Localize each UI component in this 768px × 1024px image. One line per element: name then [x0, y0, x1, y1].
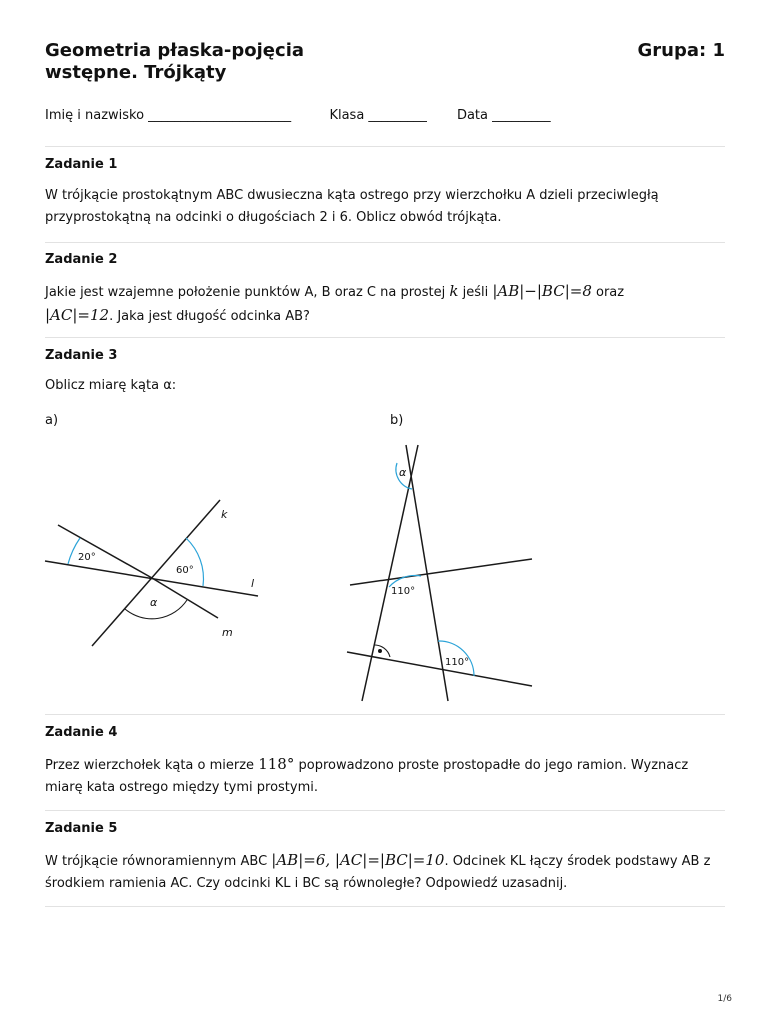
label-k: k	[221, 508, 228, 521]
separator	[45, 906, 725, 907]
label-60: 60°	[176, 565, 194, 576]
task-2-text-a: Jakie jest wzajemne położenie punktów A, B oraz C na prostej	[45, 285, 446, 300]
label-m: m	[222, 626, 233, 639]
label-20: 20°	[78, 552, 96, 563]
task-5-text-b: . Odcinek KL łączy środek podstawy AB z środkiem ramienia AC. Czy odcinki KL i BC są równoległe? Odpowiedź uzasadnij.	[45, 854, 711, 891]
task-1-title: Zadanie 1	[45, 157, 118, 172]
label-alpha-a: α	[150, 596, 158, 609]
line-k-var: k	[449, 282, 459, 300]
task-2-text-d: . Jaka jest długość odcinka AB?	[109, 309, 310, 324]
line-right-transversal	[406, 445, 448, 701]
task-5-text-a: W trójkącie równoramiennym ABC	[45, 854, 268, 869]
task-2-title: Zadanie 2	[45, 252, 118, 267]
task-4-text-b: poprowadzono proste prostopadłe do jego ramion. Wyznacz miarę kata ostrego między tymi prostymi.	[45, 758, 689, 795]
page-number: 1/6	[717, 994, 732, 1004]
task-5-expr: |AB|=6, |AC|=|BC|=10	[271, 851, 445, 869]
task-1-text: W trójkącie prostokątnym ABC dwusieczna kąta ostrego przy wierzchołku A dzieli przeciwległą przyprostokątną na odcinki o długościach 2 i 6. Oblicz obwód trójkąta.	[45, 188, 659, 225]
separator	[45, 810, 725, 811]
line-lower	[347, 652, 532, 686]
title-line-1: Geometria płaska-pojęcia	[45, 40, 305, 61]
line-upper	[350, 559, 532, 585]
task-2-expr-1: |AB|−|BC|=8	[492, 282, 592, 300]
right-angle-arc	[374, 645, 390, 657]
subfigure-b-label: b)	[390, 413, 404, 428]
task-4-expr: 118°	[258, 755, 295, 773]
right-angle-dot	[378, 649, 382, 653]
class-field[interactable]: Klasa _________	[329, 108, 427, 123]
task-4-text	[45, 753, 725, 799]
task-4-title: Zadanie 4	[45, 725, 118, 740]
name-field[interactable]: Imię i nazwisko ______________________	[45, 108, 292, 123]
task-3-text: Oblicz miarę kąta α:	[45, 378, 177, 393]
line-left-transversal	[362, 445, 418, 701]
task-2-expr-2: |AC|=12	[45, 306, 110, 324]
task-5-title: Zadanie 5	[45, 821, 118, 836]
label-l: l	[251, 577, 255, 590]
date-field[interactable]: Data _________	[456, 108, 551, 123]
label-110-top: 110°	[391, 586, 416, 597]
label-110-bottom: 110°	[445, 657, 470, 668]
task-2-text-b: jeśli	[462, 285, 489, 300]
subfigure-a-label: a)	[45, 413, 59, 428]
task-4-text-a: Przez wierzchołek kąta o mierze	[45, 758, 255, 773]
title-line-2: wstępne. Trójkąty	[45, 62, 227, 83]
task-2-text-c: oraz	[596, 285, 625, 300]
task-3-title: Zadanie 3	[45, 348, 118, 363]
task-5-text	[45, 849, 725, 895]
separator	[45, 714, 725, 715]
group-label: Grupa: 1	[637, 40, 725, 61]
label-alpha-b: α	[399, 466, 407, 479]
